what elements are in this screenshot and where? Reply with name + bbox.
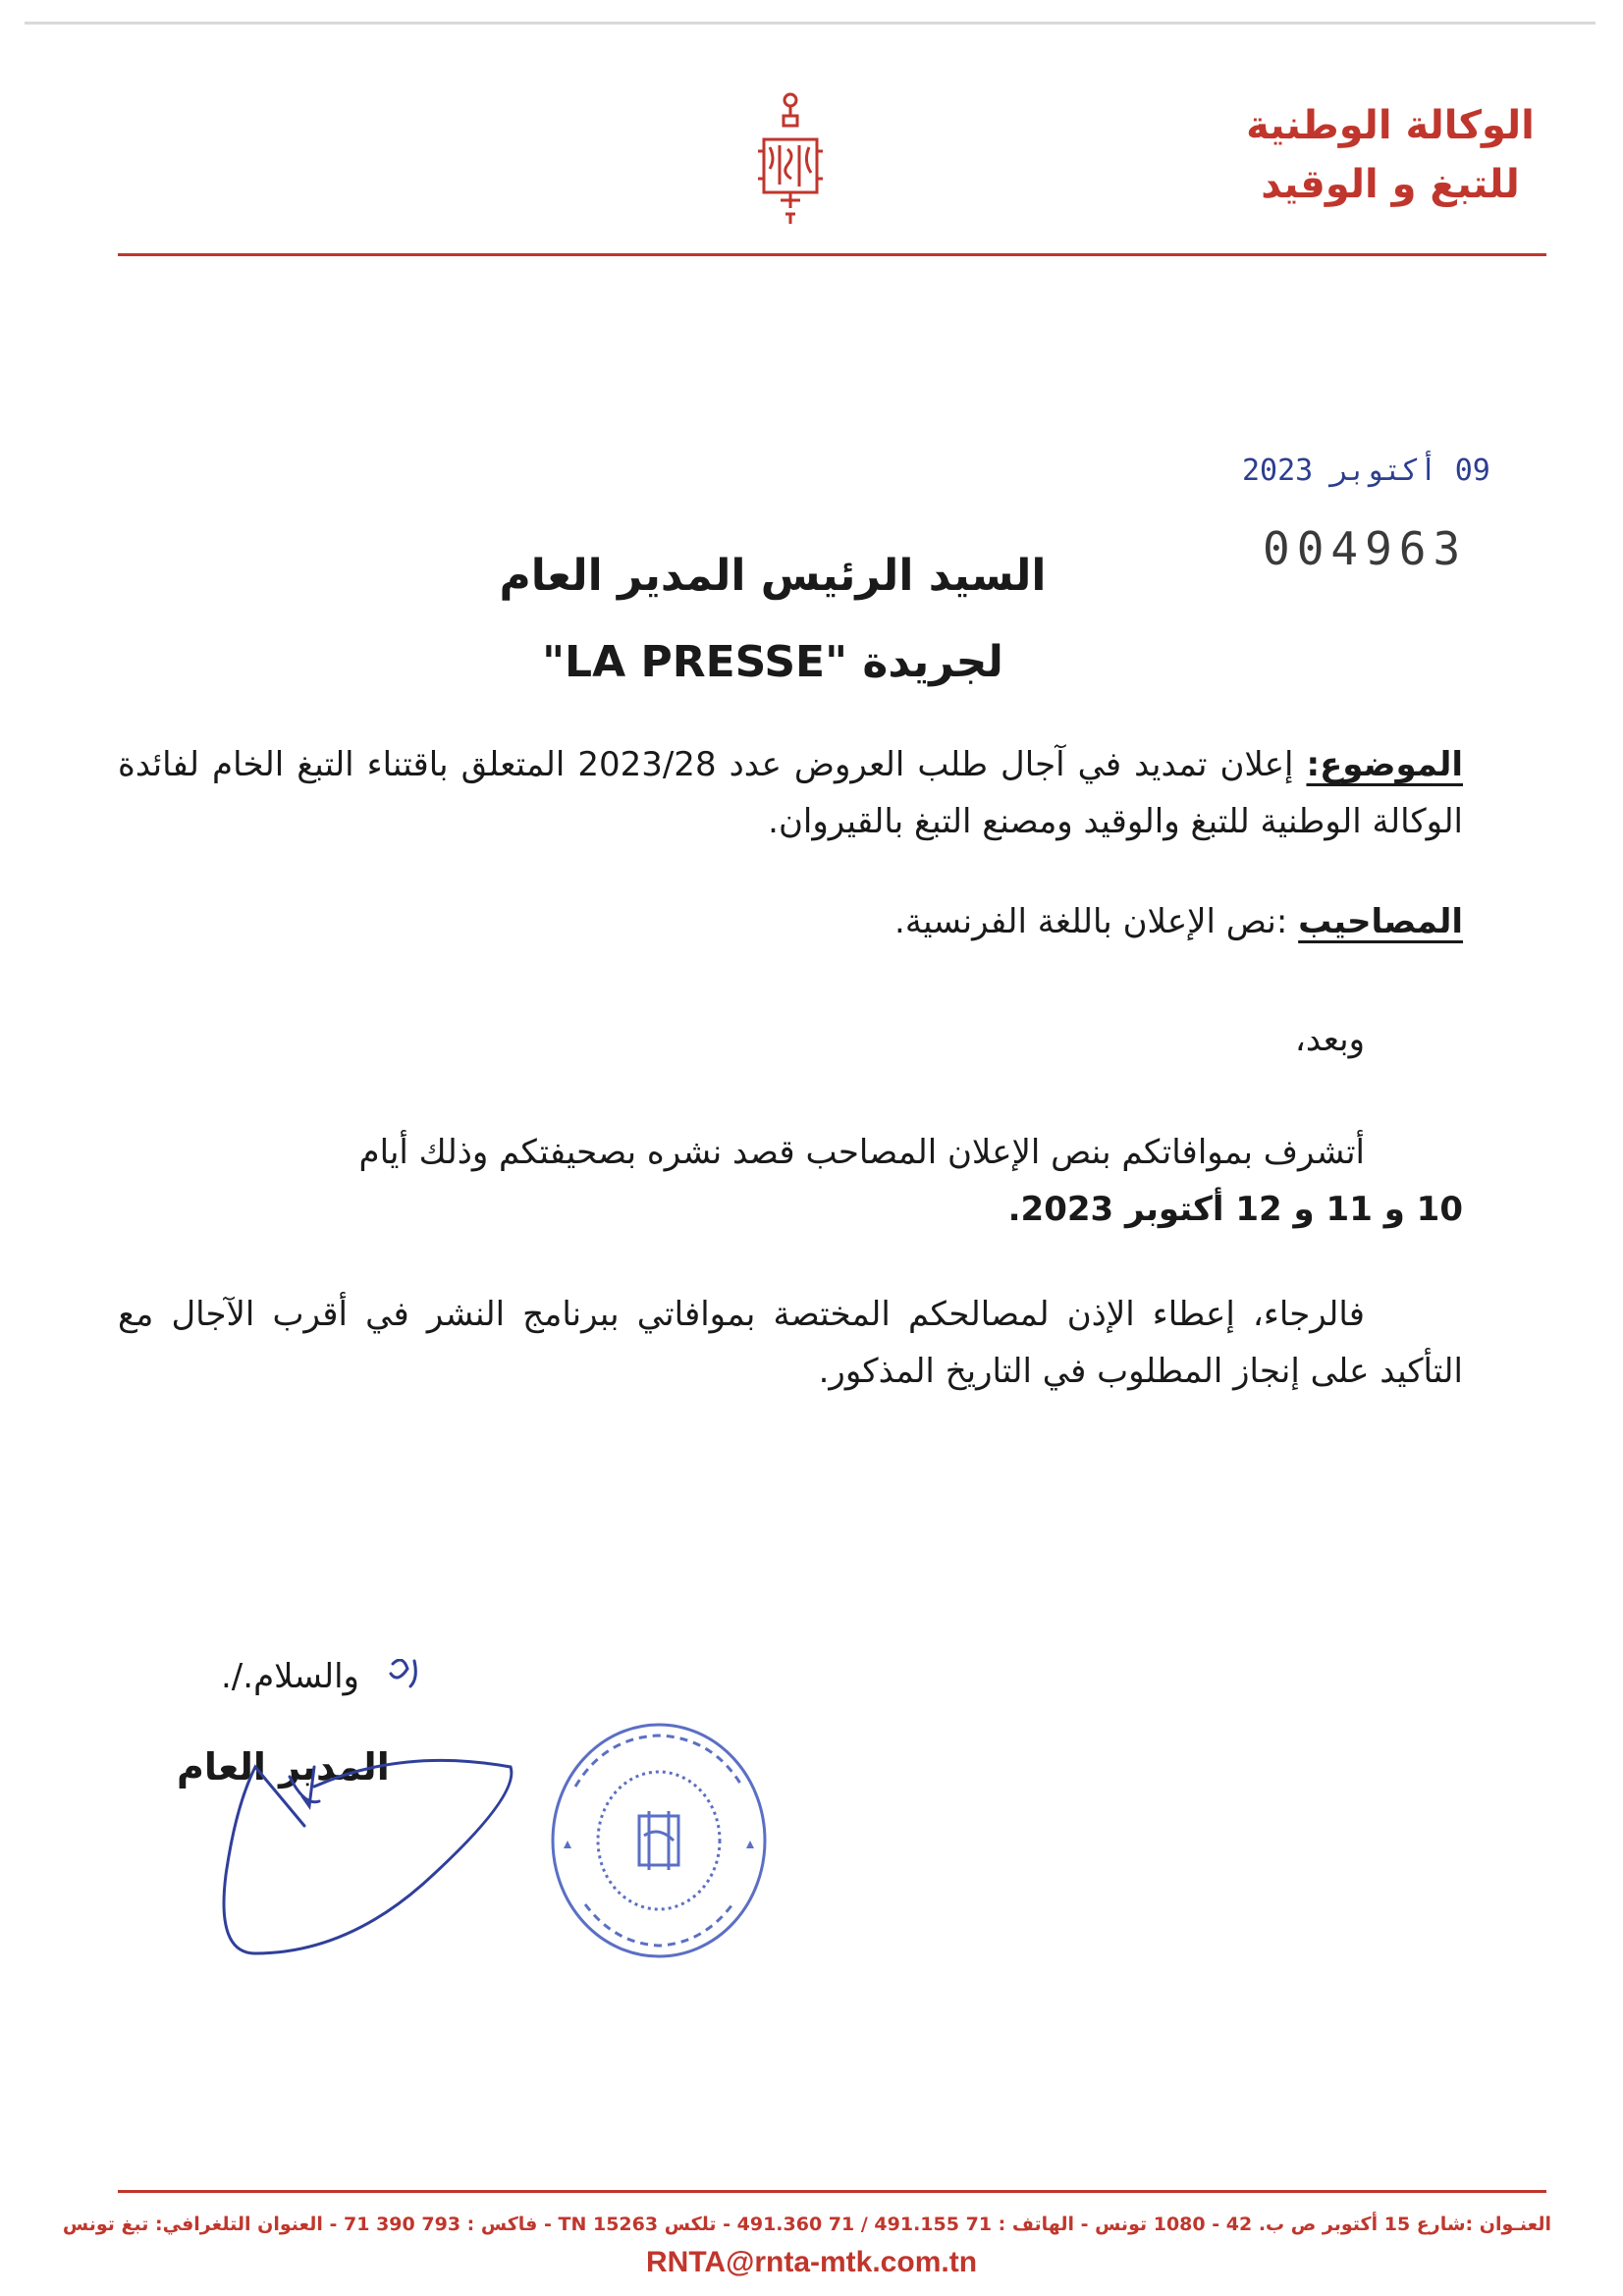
footer-email: RNTA@rnta-mtk.com.tn	[645, 2246, 978, 2278]
closing-salutation: والسلام./.	[221, 1657, 359, 1696]
footer-divider	[118, 2190, 1546, 2193]
body-paragraph-1-text: أتشرف بموافاتكم بنص الإعلان المصاحب قصد نشره بصحيفتكم وذلك أيام	[358, 1133, 1365, 1172]
organization-name	[1228, 96, 1552, 214]
reference-number: 004963	[1263, 522, 1468, 575]
body-paragraph-1	[118, 1124, 1463, 1238]
greeting: وبعد،	[1294, 1020, 1365, 1059]
handwritten-signature	[196, 1659, 520, 1973]
signatory-title: المدير العام	[177, 1745, 390, 1789]
subject-paragraph	[118, 736, 1463, 850]
attachment-text: :نص الإعلان باللغة الفرنسية.	[894, 902, 1288, 941]
subject-label: الموضوع:	[1306, 745, 1464, 784]
footer-address: العنـوان :شارع 15 أكتوبر ص ب. 42 - 1080 تونس - الهاتف : 71 491.155 / 71 491.360 - تلكس 15263 TN - فاكس : 793 390 71 - العنوان التلغرافي: تبغ تونس	[62, 2214, 1551, 2235]
recipient-block	[468, 533, 1077, 706]
subject-text: إعلان تمديد في آجال طلب العروض عدد 2023/28 المتعلق باقتناء التبغ الخام لفائدة الوكالة الوطنية للتبغ والوقيد ومصنع التبغ بالقيروان.	[118, 745, 1463, 841]
recipient-title: السيد الرئيس المدير العام	[499, 551, 1047, 601]
body-paragraph-2-text: فالرجاء، إعطاء الإذن لمصالحكم المختصة بموافاتي ببرنامج النشر في أقرب الآجال مع التأكيد على إنجاز المطلوب في التاريخ المذكور.	[118, 1295, 1463, 1391]
official-seal-stamp	[546, 1718, 772, 1963]
recipient-newspaper: لجريدة "LA PRESSE"	[542, 637, 1003, 687]
header-divider	[118, 253, 1546, 256]
attachment-label: المصاحيب	[1298, 902, 1463, 941]
agency-logo-icon	[756, 90, 825, 228]
scan-edge-line	[25, 22, 1596, 25]
received-date-stamp: 09 أكتوبر 2023	[1242, 454, 1490, 488]
organization-name-line1: الوكالة الوطنية	[1246, 103, 1535, 148]
attachment-paragraph	[118, 893, 1463, 950]
body-paragraph-2	[118, 1286, 1463, 1400]
publication-dates: 10 و 11 و 12 أكتوبر 2023.	[1007, 1190, 1463, 1229]
organization-name-line2: للتبغ و الوقيد	[1261, 162, 1520, 207]
